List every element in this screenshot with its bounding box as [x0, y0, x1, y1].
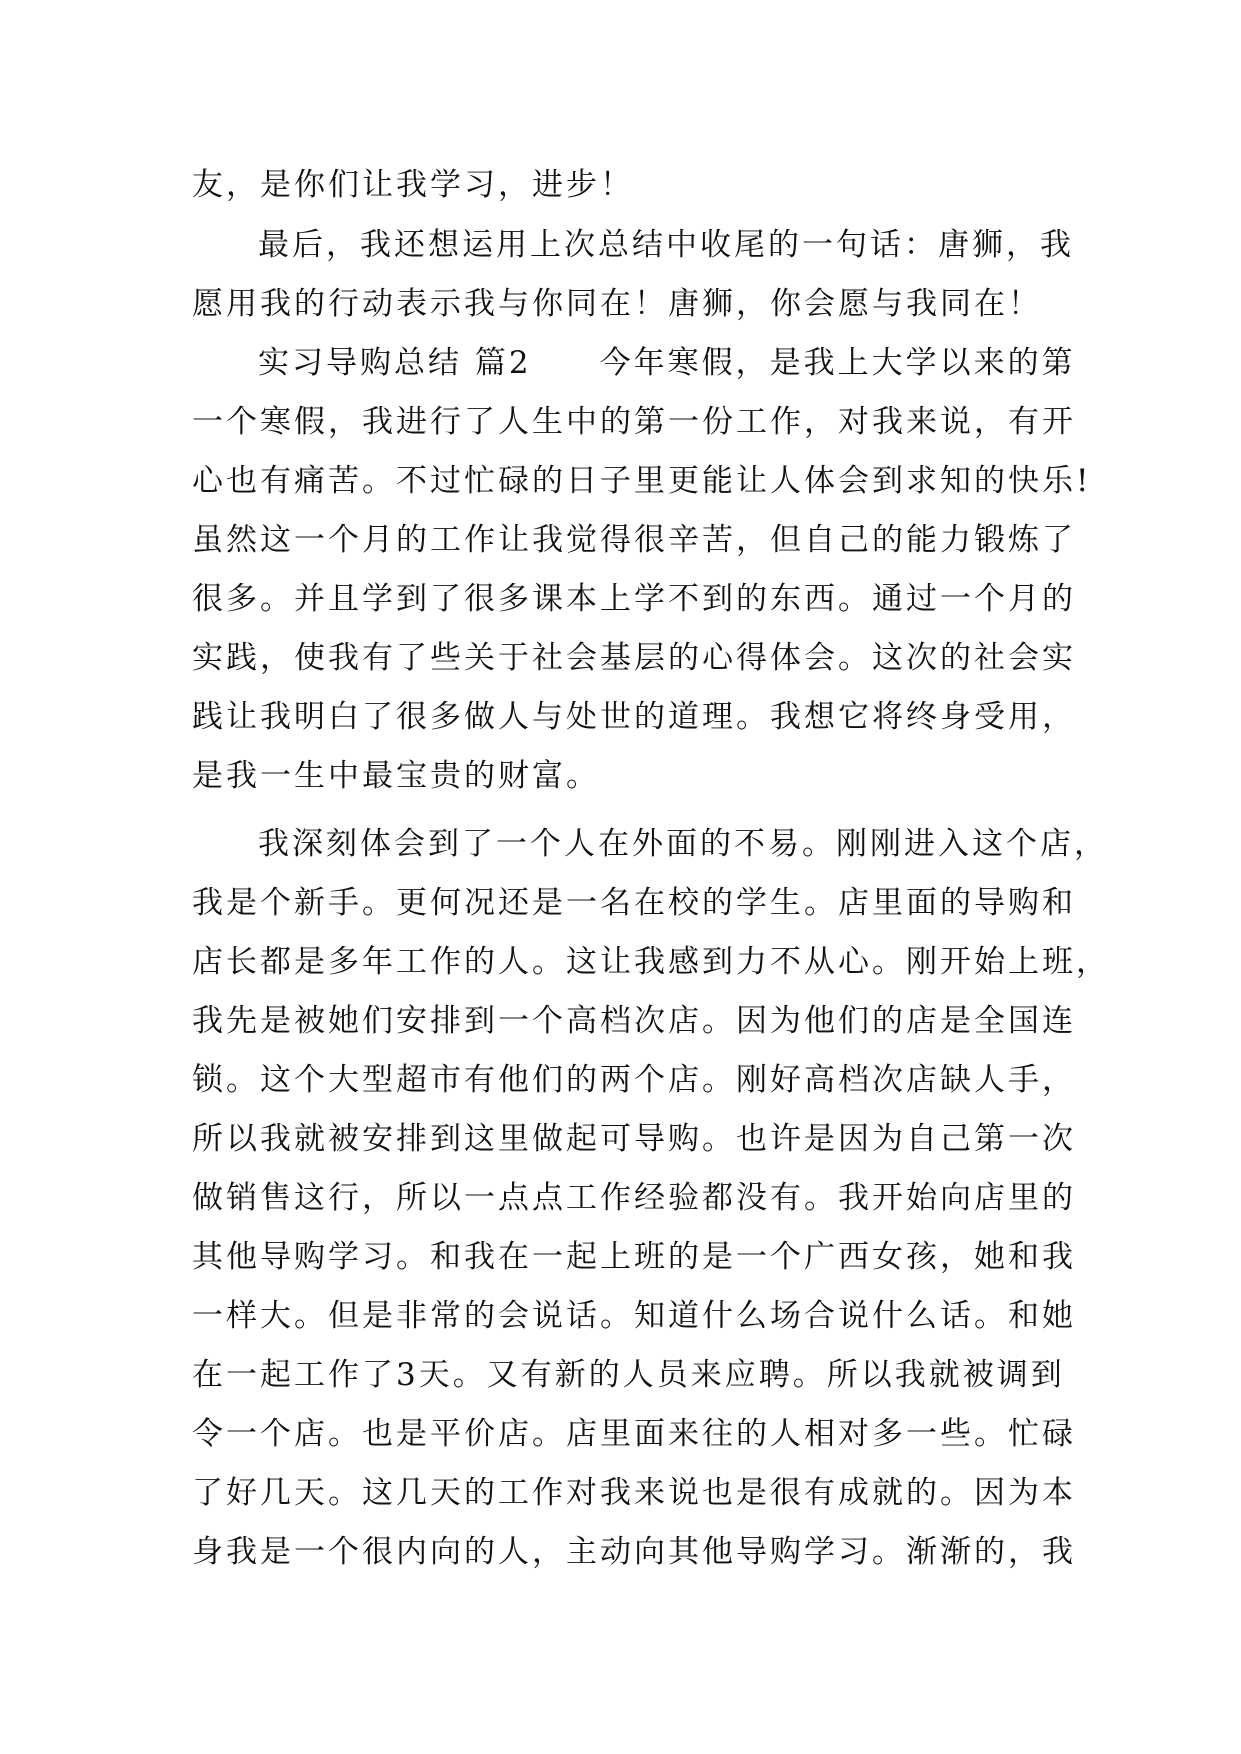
text-line: 店长都是多年工作的人。这让我感到力不从心。刚开始上班，: [192, 944, 1110, 980]
text-line: 了好几天。这几天的工作对我来说也是很有成就的。因为本: [192, 1475, 1076, 1511]
text-line: 我是个新手。更何况还是一名在校的学生。店里面的导购和: [192, 885, 1076, 921]
text-line: 一个寒假，我进行了人生中的第一份工作，对我来说，有开: [192, 404, 1076, 440]
text-line: 所以我就被安排到这里做起可导购。也许是因为自己第一次: [192, 1121, 1076, 1157]
text-line: 是我一生中最宝贵的财富。: [192, 758, 600, 794]
text-line: 一样大。但是非常的会说话。知道什么场合说什么话。和她: [192, 1298, 1076, 1334]
text-line: 其他导购学习。和我在一起上班的是一个广西女孩，她和我: [192, 1239, 1076, 1275]
text-line: 最后，我还想运用上次总结中收尾的一句话：唐狮，我: [258, 227, 1074, 263]
text-line: 我深刻体会到了一个人在外面的不易。刚刚进入这个店，: [258, 826, 1108, 862]
text-line: 令一个店。也是平价店。店里面来往的人相对多一些。忙碌: [192, 1416, 1076, 1452]
text-line: 践让我明白了很多做人与处世的道理。我想它将终身受用，: [192, 699, 1076, 735]
text-line: 愿用我的行动表示我与你同在！唐狮，你会愿与我同在！: [192, 286, 1042, 322]
text-line: 在一起工作了3天。又有新的人员来应聘。所以我就被调到: [192, 1357, 1065, 1393]
text-line: 我先是被她们安排到一个高档次店。因为他们的店是全国连: [192, 1003, 1076, 1039]
text-line: 身我是一个很内向的人，主动向其他导购学习。渐渐的，我: [192, 1534, 1076, 1570]
text-line: 做销售这行，所以一点点工作经验都没有。我开始向店里的: [192, 1180, 1076, 1216]
section-heading-line: 实习导购总结 篇2 今年寒假，是我上大学以来的第: [258, 345, 1076, 381]
text-line: 很多。并且学到了很多课本上学不到的东西。通过一个月的: [192, 581, 1076, 617]
text-line: 心也有痛苦。不过忙碌的日子里更能让人体会到求知的快乐!: [192, 463, 1092, 499]
text-line: 锁。这个大型超市有他们的两个店。刚好高档次店缺人手，: [192, 1062, 1076, 1098]
text-line: 友，是你们让我学习，进步！: [192, 167, 634, 203]
text-line: 实践，使我有了些关于社会基层的心得体会。这次的社会实: [192, 640, 1076, 676]
text-line: 虽然这一个月的工作让我觉得很辛苦，但自己的能力锻炼了: [192, 522, 1076, 558]
